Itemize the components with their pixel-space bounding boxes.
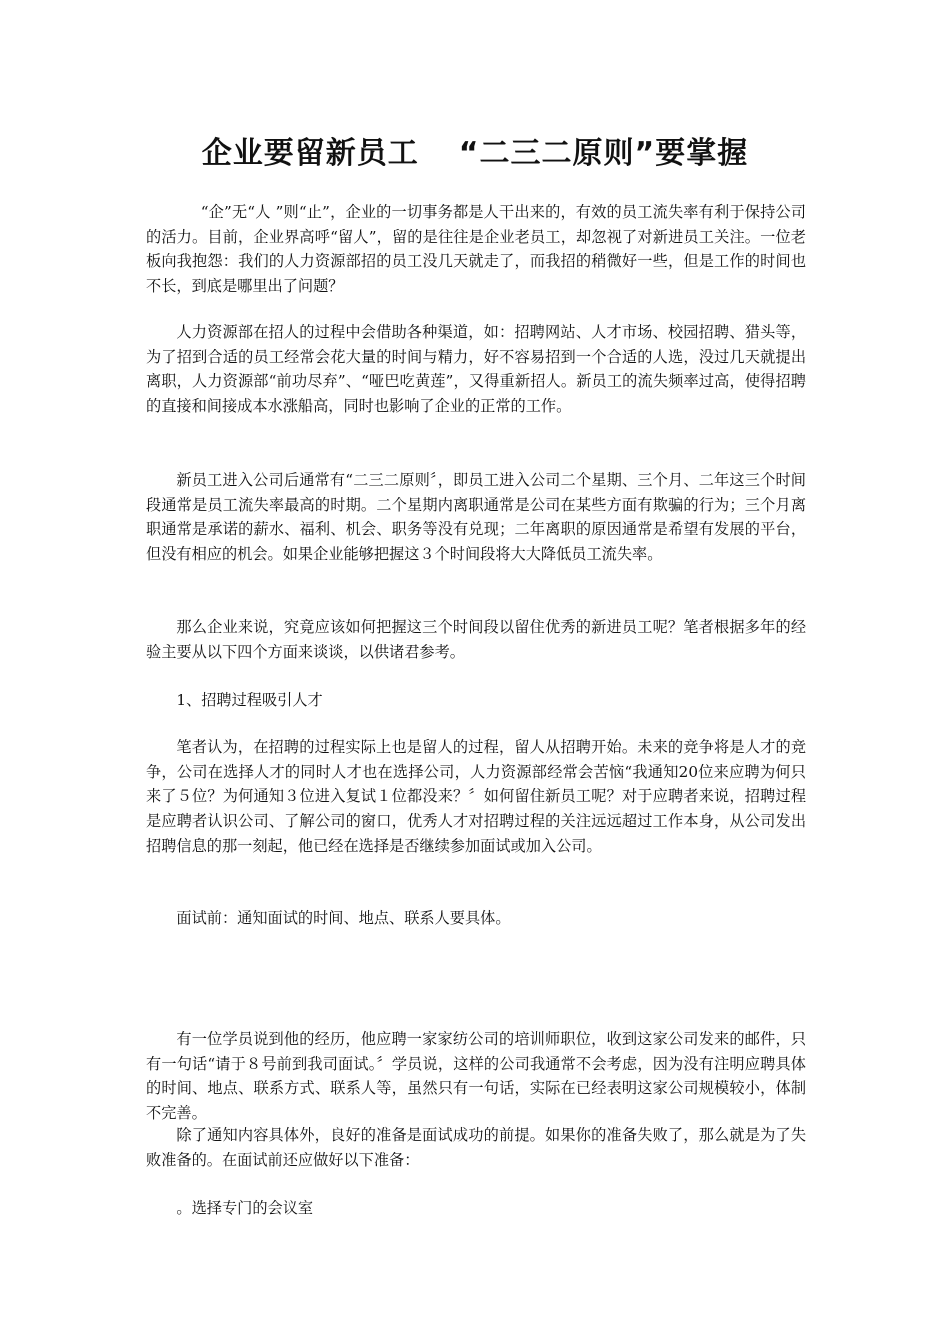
paragraph-recruiting-channels: 人力资源部在招人的过程中会借助各种渠道，如：招聘网站、人才市场、校园招聘、猎头等，为了招到合适的员工经常会花大量的时间与精力，好不容易招到一个合适的人选，没过几天就提出离职，人力资源部“前功尽弃”、“哑巴吃黄莲”，又得重新招人。新员工的流失频率过高，使得招聘的直接和间接成本水涨船高，同时也影响了企业的正常的工作。: [146, 323, 806, 416]
paragraph-student-story: 有一位学员说到他的经历，他应聘一家家纺公司的培训师职位，收到这家公司发来的邮件，只有一句话“请于８号前到我司面试。〞学员说，这样的公司我通常不会考虑，因为没有注明应聘具体的时间、地点、联系方式、联系人等，虽然只有一句话，实际在已经表明这家公司规模较小，体制不完善。: [146, 1030, 806, 1123]
paragraph-intro: “企”无“人 ”则“止”，企业的一切事务都是人干出来的，有效的员工流失率有利于保持公司的活力。目前，企业界高呼“留人”，留的是往往是企业老员工，却忽视了对新进员工关注。一位老板向我抱怨：我们的人力资源部招的员工没几天就走了，而我招的稍微好一些，但是工作的时间也不长，到底是哪里出了问题？: [146, 203, 806, 296]
section-heading-recruiting: 1、招聘过程吸引人才: [176, 691, 323, 709]
document-title: [150, 128, 800, 172]
title-part-1: 企业要留新员工: [201, 136, 419, 171]
title-part-2: “二三二原则”要掌握: [458, 136, 749, 171]
list-item-meeting-room: 。选择专门的会议室: [176, 1199, 314, 1217]
paragraph-232-rule: 新员工进入公司后通常有“二三二原则〞，即员工进入公司二个星期、三个月、二年这三个时间段通常是员工流失率最高的时期。二个星期内离职通常是公司在某些方面有欺骗的行为；三个月离职通常是承诺的薪水、福利、机会、职务等没有兑现；二年离职的原因通常是希望有发展的平台，但没有相应的机会。如果企业能够把握这３个时间段将大大降低员工流失率。: [146, 471, 806, 564]
paragraph-recruiting-process: 笔者认为，在招聘的过程实际上也是留人的过程，留人从招聘开始。未来的竞争将是人才的竞争，公司在选择人才的同时人才也在选择公司，人力资源部经常会苦恼“我通知20位来应聘为何只来了５位？为何通知３位进入复试１位都没来？〞如何留住新员工呢？对于应聘者来说，招聘过程是应聘者认识公司、了解公司的窗口，优秀人才对招聘过程的关注远远超过工作本身，从公司发出招聘信息的那一刻起，他已经在选择是否继续参加面试或加入公司。: [146, 738, 806, 855]
paragraph-preparation: 除了通知内容具体外，良好的准备是面试成功的前提。如果你的准备失败了，那么就是为了失败准备的。在面试前还应做好以下准备：: [146, 1126, 806, 1169]
paragraph-before-interview: 面试前：通知面试的时间、地点、联系人要具体。: [176, 909, 511, 927]
paragraph-approach: 那么企业来说，究竟应该如何把握这三个时间段以留住优秀的新进员工呢？笔者根据多年的经验主要从以下四个方面来谈谈，以供诸君参考。: [146, 618, 806, 661]
